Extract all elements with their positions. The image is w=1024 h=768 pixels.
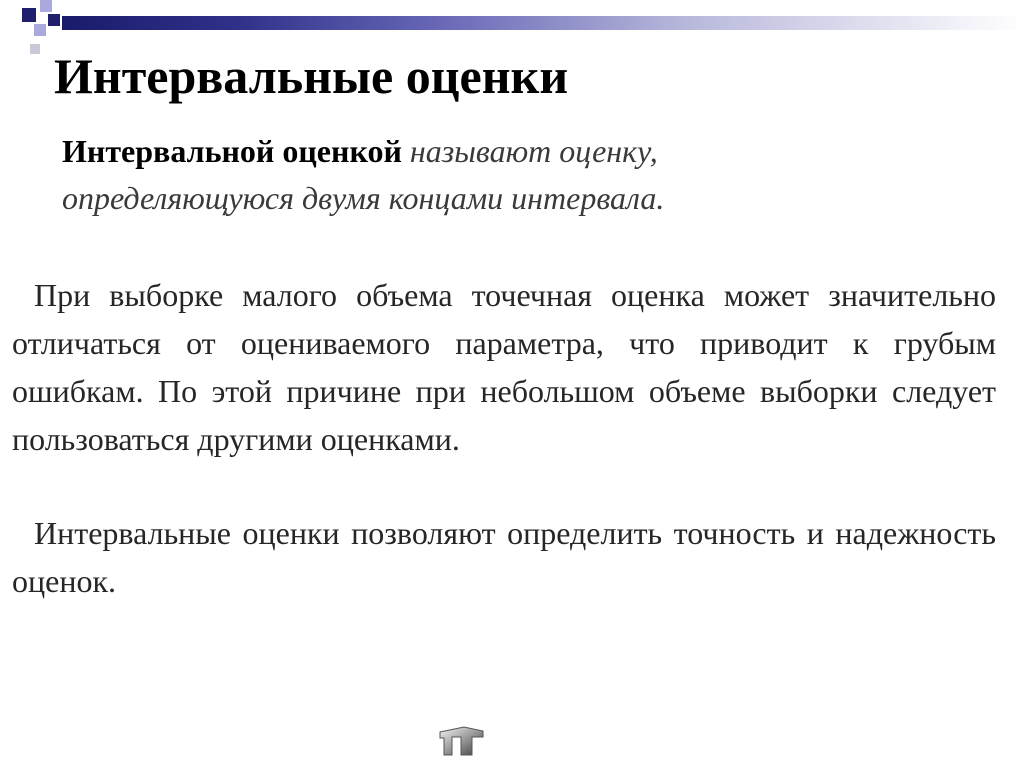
header-decoration-square bbox=[30, 44, 40, 54]
header-decoration-square bbox=[40, 0, 52, 12]
slide-title: Интервальные оценки bbox=[54, 48, 569, 104]
definition-term: Интервальной оценкой bbox=[62, 133, 402, 169]
header-decoration-square bbox=[48, 14, 60, 26]
header-gradient-bar bbox=[62, 16, 1024, 30]
header-decoration-square bbox=[34, 24, 46, 36]
body-paragraph: Интервальные оценки позволяют определить точность и надежность оценок. bbox=[12, 515, 996, 599]
definition-text bbox=[62, 128, 882, 222]
definition-description: называют оценку, определяющуюся двумя концами интервала. bbox=[62, 133, 665, 216]
return-arrow-icon[interactable] bbox=[436, 724, 486, 758]
header-decoration-square bbox=[22, 8, 36, 22]
body-paragraph: При выборке малого объема точечная оценка может значительно отличаться от оцениваемого параметра, что приводит к грубым ошибкам. По этой причине при небольшом объеме выборки следует пользоваться другими оценками. bbox=[12, 277, 996, 457]
